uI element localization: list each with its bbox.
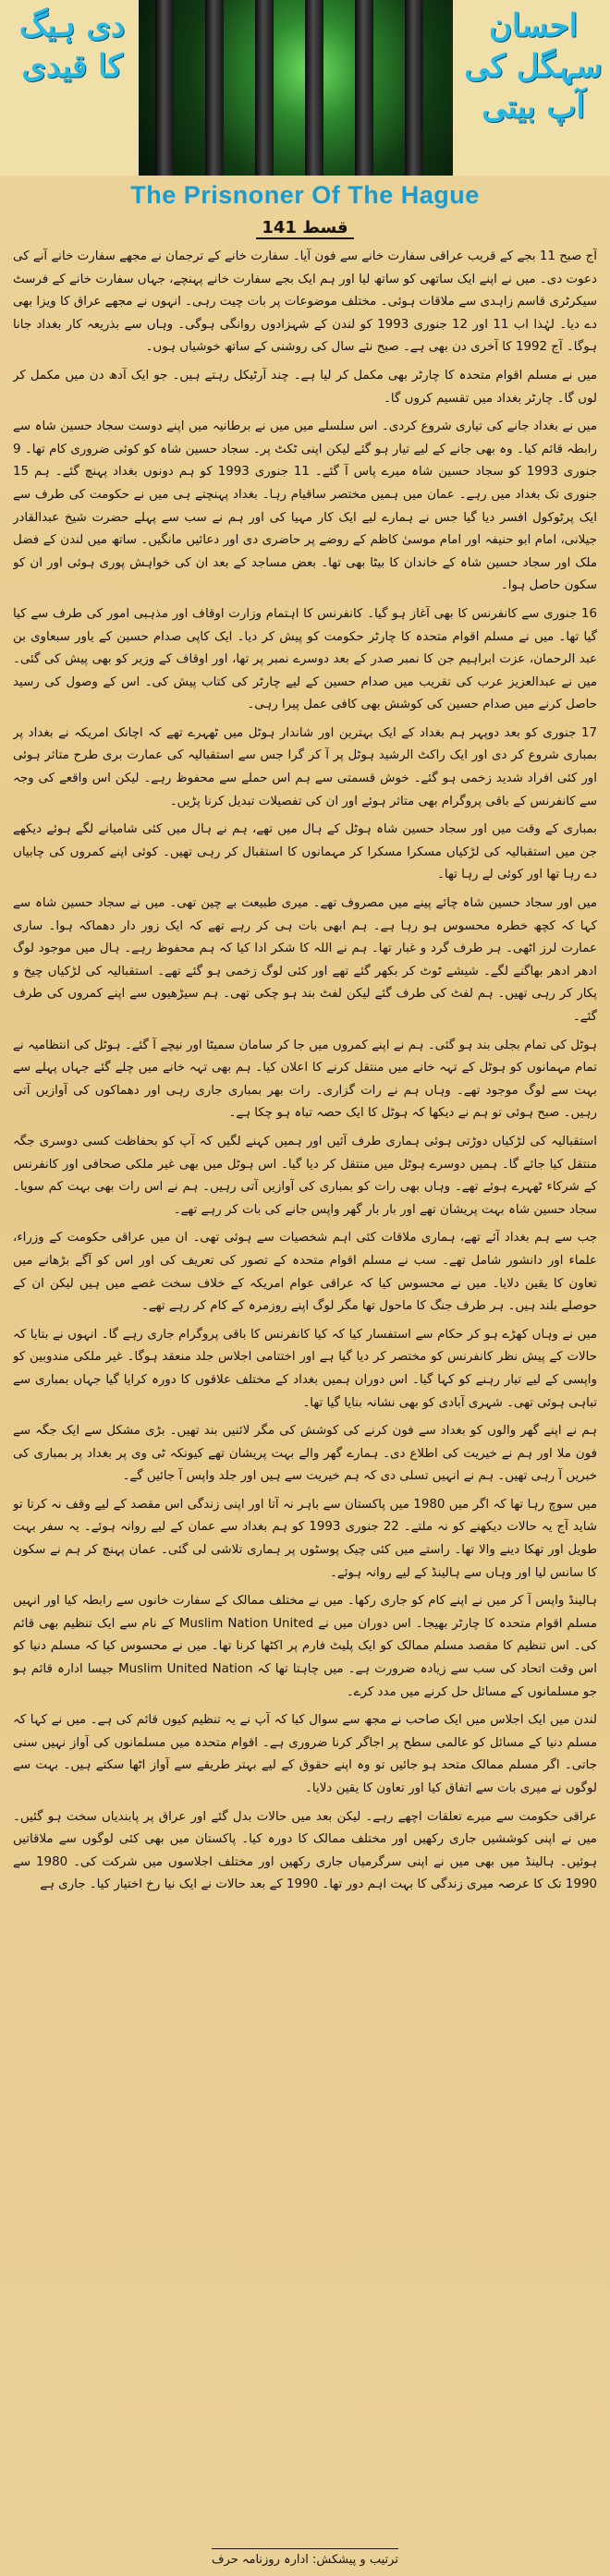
episode-label — [0, 218, 610, 237]
prison-bar — [155, 0, 174, 176]
urdu-title-left: دی ہیگ کا قیدی — [18, 7, 126, 85]
header-banner — [0, 0, 610, 176]
prison-bar — [255, 0, 274, 176]
paragraph: 17 جنوری کو بعد دوپہر ہم بغداد کے ایک بہترین اور شاندار ہوٹل میں ٹھہرے تھے کہ اچانک امریکہ نے بغداد پر بمباری شروع کر دی اور ایک راکٹ الرشید ہوٹل پر آ کر گرا جس سے استقبالیہ کی عمارت بری طرح متاثر ہوئی اور کئی افراد شدید زخمی ہو گئے۔ خوش قسمتی سے ہم اس حملے سے محفوظ رہے۔ لیکن اس واقعے کی وجہ سے کانفرنس کے باقی پروگرام بھی متاثر ہوئے اور ان کی تفصیلات تبدیل کرنا پڑیں۔ — [13, 725, 597, 808]
paragraph: عراقی حکومت سے میرے تعلقات اچھے رہے۔ لیکن بعد میں حالات بدل گئے اور عراق پر پابندیاں سخت ہو گئیں۔ میں نے اپنی کوششیں جاری رکھیں اور مختلف ممالک کا دورہ کیا۔ پاکستان میں بھی کئی لوگوں سے ملاقاتیں ہوئیں۔ ہالینڈ میں بھی میں نے اپنی سرگرمیاں جاری رکھیں اور مختلف اجلاسوں میں شرکت کی۔ 1980 سے 1990 تک کا عرصہ میری زندگی کا بہت اہم دور تھا۔ 1990 کے بعد حالات نے ایک نیا رخ اختیار کیا۔ جاری ہے — [13, 1809, 597, 1892]
paragraph: میں اور سجاد حسین شاہ چائے پینے میں مصروف تھے۔ میری طبیعت بے چین تھی۔ میں نے سجاد حسین شاہ سے کہا کہ کچھ خطرہ محسوس ہو رہا ہے۔ ہم ابھی بات ہی کر رہے تھے کہ ایک زور دار دھماکہ ہوا۔ ساری عمارت لرز اٹھی۔ ہر طرف گرد و غبار تھا۔ ہم نے اللہ کا شکر ادا کیا کہ ہم محفوظ رہے۔ ہال میں موجود لوگ ادھر ادھر بھاگنے لگے۔ شیشے ٹوٹ کر بکھر گئے تھے اور کئی لوگ زخمی ہو گئے تھے۔ استقبالیہ کی لڑکیاں چیخ و پکار کر رہی تھیں۔ ہم لفٹ کی طرف گئے لیکن لفٹ بند ہو چکی تھی۔ ہم سیڑھیوں سے اپنے کمروں کی طرف گئے۔ — [13, 896, 597, 1024]
paragraph: ہوٹل کی تمام بجلی بند ہو گئی۔ ہم نے اپنے کمروں میں جا کر سامان سمیٹا اور نیچے آ گئے۔ ہوٹل کی انتظامیہ نے تمام مہمانوں کو ہوٹل کے تہہ خانے میں منتقل کرنے کا اعلان کیا۔ ہم بھی تہہ خانے میں چلے گئے جہاں پہلے سے بہت سے لوگ موجود تھے۔ وہاں ہم نے رات گزاری۔ رات بھر بمباری جاری رہی اور دھماکوں کی آوازیں آتی رہیں۔ صبح ہوئی تو ہم نے دیکھا کہ ہوٹل کا ایک حصہ تباہ ہو چکا ہے۔ — [13, 1038, 597, 1121]
paragraph: ہم نے اپنے گھر والوں کو بغداد سے فون کرنے کی کوشش کی مگر لائنیں بند تھیں۔ بڑی مشکل سے ایک جگہ سے فون ملا اور ہم نے خیریت کی اطلاع دی۔ ہمارے گھر والے بہت پریشان تھے کیونکہ ٹی وی پر بغداد پر بمباری کی خبریں آ رہی تھیں۔ ہم نے انہیں تسلی دی کہ ہم خیریت سے ہیں اور جلد واپس آ جائیں گے۔ — [13, 1424, 597, 1484]
paragraph: میں سوچ رہا تھا کہ اگر میں 1980 میں پاکستان سے باہر نہ آتا اور اپنی زندگی اس مقصد کے لیے وقف نہ کرتا تو شاید آج یہ حالات دیکھنے کو نہ ملتے۔ 22 جنوری 1993 کو ہم بغداد سے عمان کے لیے روانہ ہوئے۔ یہ سفر بہت طویل اور تھکا دینے والا تھا۔ راستے میں کئی چیک پوسٹوں پر ہماری تلاشی لی گئی۔ عمان پہنچ کر ہم نے سکون کا سانس لیا اور وہاں سے ہالینڈ کے لیے روانہ ہوئے۔ — [13, 1497, 597, 1580]
paragraph: جب سے ہم بغداد آئے تھے، ہماری ملاقات کئی اہم شخصیات سے ہوئی تھی۔ ان میں عراقی حکومت کے وزراء، علماء اور دانشور شامل تھے۔ سب نے مسلم اقوام متحدہ کے تصور کی تعریف کی اور اس کو آگے بڑھانے میں تعاون کا یقین دلایا۔ میں نے محسوس کیا کہ عراقی عوام امریکہ کے خلاف سخت غصے میں ہیں لیکن ان کے حوصلے بلند ہیں۔ ہر طرف جنگ کا ماحول تھا مگر لوگ اپنے روزمرہ کے کام کر رہے تھے۔ — [13, 1231, 597, 1314]
prison-cell-photo — [139, 0, 453, 176]
paragraph: میں نے مسلم اقوام متحدہ کا چارٹر بھی مکمل کر لیا ہے۔ چند آرٹیکل رہتے ہیں۔ جو ایک آدھ دن میں مکمل کر لوں گا۔ چارٹر بغداد میں تقسیم کروں گا۔ — [13, 368, 597, 406]
footer-text: ترتیب و پیشکش: ادارہ روزنامہ حرف — [212, 2548, 398, 2567]
prison-bar — [205, 0, 224, 176]
prison-bar — [405, 0, 423, 176]
prison-bar — [355, 0, 373, 176]
urdu-title-right: احسان سہگل کی آپ بیتی — [464, 7, 603, 126]
paragraph: آج صبح 11 بجے کے قریب عراقی سفارت خانے سے فون آیا۔ سفارت خانے کے ترجمان نے مجھے سفارت خانے آنے کی دعوت دی۔ میں نے اپنے ایک ساتھی کو ساتھ لیا اور ہم ایک بجے سفارت خانے پہنچے، جہاں سفارت خانے کے فرسٹ سیکرٹری قاسم زاہدی سے ملاقات ہوئی۔ مختلف موضوعات پر بات چیت رہی۔ انہوں نے مجھے عراق کا ویزا بھی دے دیا۔ لہٰذا اب 11 اور 12 جنوری 1993 کو لندن کے شہزادوں روانگی ہوگی۔ وہاں سے بذریعہ کار بغداد جانا ہوگا۔ آج 1992 کا آخری دن بھی ہے۔ صبح نئے سال کی روشنی کے ساتھ خوشیاں ہوں۔ — [13, 249, 597, 355]
paragraph: میں نے وہاں کھڑے ہو کر حکام سے استفسار کیا کہ کیا کانفرنس کا باقی پروگرام جاری رہے گا۔ انہوں نے بتایا کہ حالات کے پیش نظر کانفرنس کو مختصر کر دیا گیا ہے اور اختتامی اجلاس جلد منعقد ہوگا۔ غیر ملکی مندوبین کو واپسی کے لیے تیار رہنے کو کہا گیا۔ اس دوران ہمیں بغداد کے مختلف علاقوں کا دورہ کرایا گیا جہاں بمباری سے تباہی ہوئی تھی۔ شہری آبادی کو بھی نشانہ بنایا گیا تھا۔ — [13, 1327, 597, 1410]
paragraph: ہالینڈ واپس آ کر میں نے اپنے کام کو جاری رکھا۔ میں نے مختلف ممالک کے سفارت خانوں سے رابطہ کیا اور انہیں مسلم اقوام متحدہ کا چارٹر بھیجا۔ اس دوران میں نے Muslim Nation United کے نام سے ایک تنظیم بھی قائم کی۔ اس تنظیم کا مقصد مسلم ممالک کو ایک پلیٹ فارم پر اکٹھا کرنا تھا۔ میں نے محسوس کیا کہ مسلم دنیا کو اس وقت اتحاد کی سب سے زیادہ ضرورت ہے۔ میں چاہتا تھا کہ Muslim United Nation جیسا ادارہ قائم ہو جو مسلمانوں کے مسائل حل کرنے میں مدد کرے۔ — [13, 1594, 597, 1699]
prison-bar — [305, 0, 323, 176]
english-title: The Prisnoner Of The Hague — [130, 181, 480, 209]
paragraph: 16 جنوری سے کانفرنس کا بھی آغاز ہو گیا۔ کانفرنس کا اہتمام وزارت اوقاف اور مذہبی امور کی طرف سے کیا گیا تھا۔ میں نے مسلم اقوام متحدہ کا چارٹر حکومت کو پیش کر دیا۔ ایک کاپی صدام حسین کے یاور سبعاوی بن عبد الرحمان، عزت ابراہیم جن کا نمبر صدر کے بعد دوسرے نمبر پر تھا، اور اوقاف کے وزیر کو بھی پیش کی گئی۔ میں نے عبدالعزیز عرب کی تقریب میں صدام حسین کے لیے چارٹر کی کتاب پیش کی۔ اس کے وصول کی رسید حاصل کرنے میں صدام حسین کی کوشش بھی کافی عمل پیرا رہی۔ — [13, 606, 597, 712]
paragraph: میں نے بغداد جانے کی تیاری شروع کردی۔ اس سلسلے میں میں نے برطانیہ میں اپنے دوست سجاد حسین شاہ سے رابطہ قائم کیا۔ وہ بھی جانے کے لیے تیار ہو گئے لیکن اپنی ٹکٹ پر۔ سجاد حسین شاہ کو کوئی ضروری کام تھا۔ 9 جنوری 1993 کو سجاد حسین شاہ میرے پاس آ گئے۔ 11 جنوری 1993 کو ہم دونوں بغداد پہنچ گئے۔ ہم 15 جنوری تک بغداد میں رہے۔ عمان میں ہمیں مختصر ساقیام رہا۔ بغداد پہنچتے ہی میں نے حکومت کی طرف سے ایک پرٹوکول افسر دیا گیا جس نے ہمارے لیے ایک کار مہیا کی اور ہم نے سب سے پہلے حضرت شیخ عبدالقادر جیلانی، امام ابو حنیفہ اور امام موسیٰ کاظم کے روضے پر حاضری دی اور دعائیں مانگیں۔ ساتھ میں لندن کے فضل ملک اور سجاد حسین شاہ کے خاندان کا بیٹا بھی تھا۔ بعض مساجد کے بعد ان کی خواہش پوری ہوئی اور ان کو سکون حاصل ہوا۔ — [13, 419, 597, 593]
footer-credit — [0, 2553, 610, 2567]
episode-number: قسط 141 — [256, 218, 353, 239]
article-body — [13, 246, 597, 2537]
paragraph: بمباری کے وقت میں اور سجاد حسین شاہ ہوٹل کے ہال میں تھے، ہم نے ہال میں کئی شامیانے لگے ہوئے دیکھے جن میں استقبالیہ کی لڑکیاں مسکرا مسکرا کر مہمانوں کا استقبال کر رہی تھیں۔ کوئی اپنے کمروں کی چابیاں دے رہا تھا اور کوئی لے رہا تھا۔ — [13, 822, 597, 882]
paragraph: استقبالیہ کی لڑکیاں دوڑتی ہوئی ہماری طرف آئیں اور ہمیں کہنے لگیں کہ آپ کو بحفاظت کسی دوسری جگہ منتقل کیا جائے گا۔ ہمیں دوسرے ہوٹل میں منتقل کر دیا گیا۔ اس ہوٹل میں بھی غیر ملکی صحافی اور کانفرنس کے شرکاء ٹھہرے ہوئے تھے۔ وہاں بھی رات کو بمباری کی آوازیں آتی رہیں۔ ہم نے اس رات بھی بہت کم سویا۔ سجاد حسین شاہ بہت پریشان تھے اور بار بار گھر واپس جانے کی بات کر رہے تھے۔ — [13, 1134, 597, 1217]
paragraph: لندن میں ایک اجلاس میں ایک صاحب نے مجھ سے سوال کیا کہ آپ نے یہ تنظیم کیوں قائم کی ہے۔ میں نے کہا کہ مسلم دنیا کے مسائل کو عالمی سطح پر اجاگر کرنا ضروری ہے۔ اقوام متحدہ میں مسلمانوں کی آواز نہیں سنی جاتی۔ اگر مسلم ممالک متحد ہو جائیں تو وہ اپنے حقوق کے لیے بہتر طریقے سے آواز اٹھا سکتے ہیں۔ بہت سے لوگوں نے میری بات سے اتفاق کیا اور تعاون کا یقین دلایا۔ — [13, 1713, 597, 1795]
